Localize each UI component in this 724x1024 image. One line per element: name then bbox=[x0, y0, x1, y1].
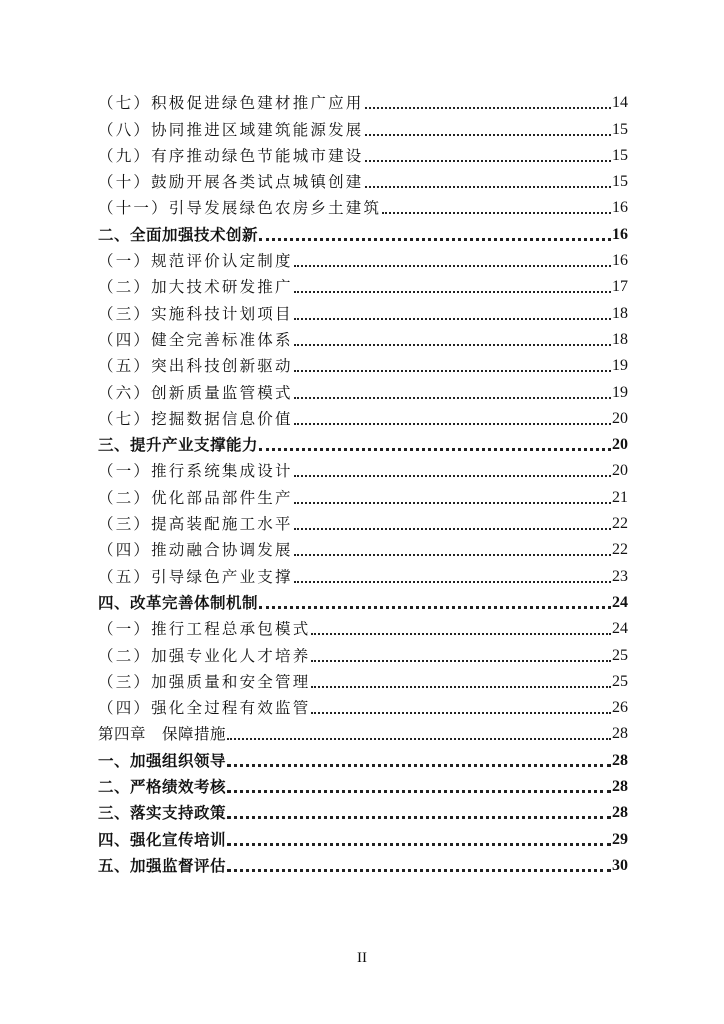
toc-entry-page: 18 bbox=[612, 330, 628, 348]
toc-leader-dots bbox=[311, 669, 611, 695]
toc-entry[interactable] bbox=[98, 353, 628, 379]
toc-leader-dots bbox=[365, 90, 611, 116]
toc-entry-page: 22 bbox=[612, 541, 628, 559]
toc-chapter-entry[interactable] bbox=[98, 721, 628, 747]
toc-section-entry[interactable] bbox=[98, 590, 628, 616]
toc-entry-page: 28 bbox=[612, 751, 628, 769]
toc-leader-dots bbox=[365, 169, 611, 195]
toc-entry[interactable] bbox=[98, 406, 628, 432]
toc-entry-page: 14 bbox=[612, 94, 628, 112]
toc-leader-dots bbox=[294, 274, 611, 300]
toc-entry-title: （四）健全完善标准体系 bbox=[98, 330, 293, 349]
toc-entry[interactable] bbox=[98, 116, 628, 142]
toc-leader-dots bbox=[365, 143, 611, 169]
page-number: II bbox=[357, 950, 367, 966]
toc-entry[interactable] bbox=[98, 511, 628, 537]
toc-entry-page: 29 bbox=[612, 830, 628, 848]
toc-entry[interactable] bbox=[98, 90, 628, 116]
toc-entry-title: （九）有序推动绿色节能城市建设 bbox=[98, 146, 364, 165]
toc-entry-title: 二、全面加强技术创新 bbox=[98, 224, 259, 244]
toc-entry-title: 三、落实支持政策 bbox=[98, 803, 227, 823]
toc-leader-dots bbox=[294, 380, 611, 406]
toc-entry[interactable] bbox=[98, 195, 628, 221]
toc-leader-dots bbox=[311, 616, 611, 642]
toc-leader-dots bbox=[294, 406, 611, 432]
toc-section-entry[interactable] bbox=[98, 432, 628, 458]
toc-entry[interactable] bbox=[98, 169, 628, 195]
toc-entry-title: （一）推行系统集成设计 bbox=[98, 462, 293, 481]
toc-entry-title: 一、加强组织领导 bbox=[98, 750, 227, 770]
toc-entry-title: 四、改革完善体制机制 bbox=[98, 592, 259, 612]
toc-entry-title: （七）挖掘数据信息价值 bbox=[98, 409, 293, 428]
toc-entry-page: 21 bbox=[612, 488, 628, 506]
toc-entry-page: 17 bbox=[612, 278, 628, 296]
toc-section-entry[interactable] bbox=[98, 747, 628, 773]
toc-entry-page: 25 bbox=[612, 646, 628, 664]
toc-entry-page: 23 bbox=[612, 567, 628, 585]
toc-entry[interactable] bbox=[98, 669, 628, 695]
toc-entry[interactable] bbox=[98, 300, 628, 326]
toc-entry-title: （三）加强质量和安全管理 bbox=[98, 672, 311, 691]
toc-entry[interactable] bbox=[98, 537, 628, 563]
toc-leader-dots bbox=[311, 695, 611, 721]
toc-entry-page: 20 bbox=[612, 436, 628, 454]
toc-entry-page: 16 bbox=[612, 199, 628, 217]
toc-entry[interactable] bbox=[98, 458, 628, 484]
toc-entry-page: 30 bbox=[612, 856, 628, 874]
toc-entry-page: 20 bbox=[612, 462, 628, 480]
toc-entry-page: 28 bbox=[612, 725, 628, 743]
toc-entry-title: 五、加强监督评估 bbox=[98, 855, 227, 875]
toc-section-entry[interactable] bbox=[98, 221, 628, 247]
table-of-contents bbox=[98, 90, 628, 879]
toc-entry-page: 22 bbox=[612, 515, 628, 533]
toc-leader-dots bbox=[294, 248, 611, 274]
toc-leader-dots bbox=[259, 432, 611, 458]
toc-leader-dots bbox=[259, 590, 611, 616]
toc-leader-dots bbox=[259, 222, 611, 248]
toc-leader-dots bbox=[365, 117, 611, 143]
toc-entry[interactable] bbox=[98, 616, 628, 642]
toc-entry-title: （十一）引导发展绿色农房乡土建筑 bbox=[98, 199, 382, 218]
toc-leader-dots bbox=[294, 327, 611, 353]
toc-leader-dots bbox=[227, 721, 611, 747]
toc-entry-title: （十）鼓励开展各类试点城镇创建 bbox=[98, 173, 364, 192]
toc-entry-page: 20 bbox=[612, 409, 628, 427]
toc-leader-dots bbox=[227, 853, 611, 879]
toc-section-entry[interactable] bbox=[98, 853, 628, 879]
toc-entry-page: 28 bbox=[612, 778, 628, 796]
toc-entry-title: （四）推动融合协调发展 bbox=[98, 541, 293, 560]
toc-entry-page: 16 bbox=[612, 252, 628, 270]
toc-entry-page: 16 bbox=[612, 225, 628, 243]
toc-section-entry[interactable] bbox=[98, 774, 628, 800]
toc-entry-title: （五）突出科技创新驱动 bbox=[98, 357, 293, 376]
toc-entry-page: 28 bbox=[612, 804, 628, 822]
toc-entry-title: （三）实施科技计划项目 bbox=[98, 304, 293, 323]
toc-entry[interactable] bbox=[98, 143, 628, 169]
toc-entry-page: 15 bbox=[612, 146, 628, 164]
toc-entry-title: （二）加强专业化人才培养 bbox=[98, 646, 311, 665]
toc-entry[interactable] bbox=[98, 248, 628, 274]
toc-entry-title: （五）引导绿色产业支撑 bbox=[98, 567, 293, 586]
toc-leader-dots bbox=[294, 353, 611, 379]
toc-leader-dots bbox=[311, 643, 611, 669]
toc-section-entry[interactable] bbox=[98, 800, 628, 826]
toc-leader-dots bbox=[294, 458, 611, 484]
toc-entry-page: 15 bbox=[612, 173, 628, 191]
toc-entry-page: 24 bbox=[612, 620, 628, 638]
toc-entry-title: 四、强化宣传培训 bbox=[98, 829, 227, 849]
toc-leader-dots bbox=[294, 301, 611, 327]
toc-leader-dots bbox=[227, 774, 611, 800]
toc-entry-title: （三）提高装配施工水平 bbox=[98, 515, 293, 534]
toc-entry-page: 25 bbox=[612, 672, 628, 690]
toc-entry-title: （二）优化部品部件生产 bbox=[98, 488, 293, 507]
toc-entry-page: 24 bbox=[612, 593, 628, 611]
toc-entry-title: （八）协同推进区域建筑能源发展 bbox=[98, 120, 364, 139]
toc-section-entry[interactable] bbox=[98, 826, 628, 852]
toc-entry[interactable] bbox=[98, 379, 628, 405]
toc-entry[interactable] bbox=[98, 484, 628, 510]
toc-leader-dots bbox=[294, 537, 611, 563]
toc-entry[interactable] bbox=[98, 563, 628, 589]
toc-entry[interactable] bbox=[98, 327, 628, 353]
toc-leader-dots bbox=[227, 748, 611, 774]
toc-entry-page: 15 bbox=[612, 120, 628, 138]
toc-entry-page: 19 bbox=[612, 383, 628, 401]
toc-leader-dots bbox=[382, 195, 611, 221]
toc-leader-dots bbox=[227, 800, 611, 826]
toc-entry-page: 18 bbox=[612, 304, 628, 322]
toc-leader-dots bbox=[294, 485, 611, 511]
toc-entry[interactable] bbox=[98, 274, 628, 300]
toc-entry-title: （一）规范评价认定制度 bbox=[98, 252, 293, 271]
toc-entry-title: 二、严格绩效考核 bbox=[98, 777, 227, 797]
toc-entry-page: 19 bbox=[612, 357, 628, 375]
toc-entry-title: （四）强化全过程有效监管 bbox=[98, 699, 311, 718]
toc-entry-page: 26 bbox=[612, 699, 628, 717]
toc-entry-title: （七）积极促进绿色建材推广应用 bbox=[98, 94, 364, 113]
toc-leader-dots bbox=[294, 564, 611, 590]
toc-entry[interactable] bbox=[98, 642, 628, 668]
toc-entry-title: （一）推行工程总承包模式 bbox=[98, 620, 311, 639]
toc-leader-dots bbox=[294, 511, 611, 537]
toc-entry-title: （二）加大技术研发推广 bbox=[98, 278, 293, 297]
toc-entry-title: 第四章 保障措施 bbox=[98, 725, 227, 744]
toc-entry[interactable] bbox=[98, 695, 628, 721]
toc-entry-title: 三、提升产业支撑能力 bbox=[98, 435, 259, 455]
toc-entry-title: （六）创新质量监管模式 bbox=[98, 383, 293, 402]
toc-leader-dots bbox=[227, 827, 611, 853]
